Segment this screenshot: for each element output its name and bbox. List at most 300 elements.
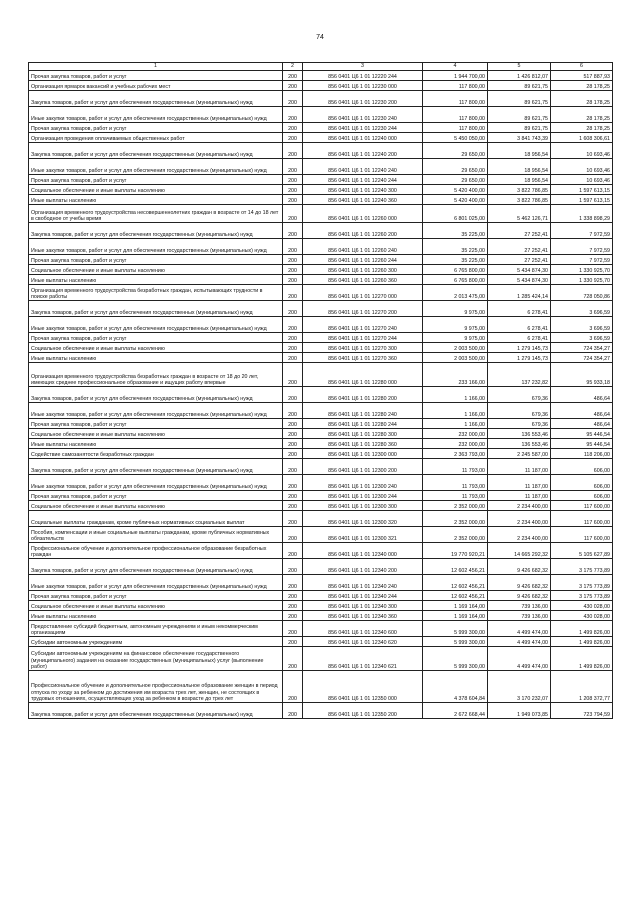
table-row	[29, 491, 613, 501]
column-header: 1	[29, 63, 283, 71]
row-approved-amount: 12 602 456,21	[423, 591, 488, 601]
row-name: Социальные выплаты гражданам, кроме публичных нормативных социальных выплат	[29, 511, 283, 527]
row-code-line: 200	[283, 387, 303, 403]
row-name: Закупка товаров, работ и услуг для обеспечения государственных (муниципальных) нужд	[29, 143, 283, 159]
row-name: Закупка товаров, работ и услуг для обеспечения государственных (муниципальных) нужд	[29, 301, 283, 317]
table-row	[29, 275, 613, 285]
row-budget-code: 856 0401 Ц6 1 01 12260 244	[303, 255, 423, 265]
table-row	[29, 575, 613, 591]
row-code-line: 200	[283, 363, 303, 387]
row-executed-amount: 89 621,75	[488, 81, 551, 91]
row-name: Иные закупки товаров, работ и услуг для обеспечения государственных (муниципальных) нужд	[29, 475, 283, 491]
row-executed-amount: 27 252,41	[488, 239, 551, 255]
row-executed-amount: 89 621,75	[488, 123, 551, 133]
row-name: Закупка товаров, работ и услуг для обеспечения государственных (муниципальных) нужд	[29, 459, 283, 475]
row-budget-code: 856 0401 Ц6 1 01 12240 000	[303, 133, 423, 143]
row-name: Организация временного трудоустройства безработных граждан в возрасте от 18 до 20 лет, имеющих среднее профессиональное образование и ищущих работу впервые	[29, 363, 283, 387]
row-code-line: 200	[283, 123, 303, 133]
row-executed-amount: 89 621,75	[488, 107, 551, 123]
row-code-line: 200	[283, 621, 303, 637]
row-executed-amount: 4 499 474,00	[488, 637, 551, 647]
row-unexecuted-amount: 3 696,59	[551, 333, 613, 343]
row-name: Содействие самозанятости безработных граждан	[29, 449, 283, 459]
row-executed-amount: 18 956,54	[488, 143, 551, 159]
row-budget-code: 856 0401 Ц6 1 01 12230 000	[303, 81, 423, 91]
row-unexecuted-amount: 117 600,00	[551, 501, 613, 511]
row-budget-code: 856 0401 Ц6 1 01 12280 360	[303, 439, 423, 449]
row-code-line: 200	[283, 223, 303, 239]
row-budget-code: 856 0401 Ц6 1 01 12240 244	[303, 175, 423, 185]
row-name: Предоставление субсидий бюджетным, автономным учреждениям и иным некоммерческим организациям	[29, 621, 283, 637]
row-budget-code: 856 0401 Ц6 1 01 12270 360	[303, 353, 423, 363]
table-body	[29, 71, 613, 719]
row-approved-amount: 233 166,00	[423, 363, 488, 387]
row-executed-amount: 11 187,00	[488, 459, 551, 475]
row-budget-code: 856 0401 Ц6 1 01 12280 244	[303, 419, 423, 429]
row-name: Иные выплаты населению	[29, 611, 283, 621]
row-executed-amount: 4 499 474,00	[488, 647, 551, 671]
row-executed-amount: 9 426 682,32	[488, 575, 551, 591]
column-header: 6	[551, 63, 613, 71]
table-row	[29, 611, 613, 621]
row-unexecuted-amount: 1 499 826,00	[551, 637, 613, 647]
row-approved-amount: 2 672 668,44	[423, 703, 488, 719]
table-row	[29, 559, 613, 575]
row-approved-amount: 1 169 164,00	[423, 601, 488, 611]
table-row	[29, 511, 613, 527]
row-budget-code: 856 0401 Ц6 1 01 12270 244	[303, 333, 423, 343]
row-approved-amount: 5 420 400,00	[423, 195, 488, 205]
row-code-line: 200	[283, 559, 303, 575]
row-executed-amount: 3 170 232,07	[488, 671, 551, 703]
row-approved-amount: 11 793,00	[423, 491, 488, 501]
row-executed-amount: 6 278,41	[488, 317, 551, 333]
row-code-line: 200	[283, 429, 303, 439]
row-unexecuted-amount: 1 499 826,00	[551, 647, 613, 671]
row-budget-code: 856 0401 Ц6 1 01 12270 300	[303, 343, 423, 353]
row-approved-amount: 12 602 456,21	[423, 559, 488, 575]
row-code-line: 200	[283, 439, 303, 449]
row-code-line: 200	[283, 353, 303, 363]
row-unexecuted-amount: 7 972,59	[551, 223, 613, 239]
row-approved-amount: 1 166,00	[423, 419, 488, 429]
row-budget-code: 856 0401 Ц6 1 01 12340 620	[303, 637, 423, 647]
row-approved-amount: 117 800,00	[423, 107, 488, 123]
table-row	[29, 439, 613, 449]
row-approved-amount: 2 003 500,00	[423, 343, 488, 353]
row-name: Иные закупки товаров, работ и услуг для обеспечения государственных (муниципальных) нужд	[29, 239, 283, 255]
row-approved-amount: 2 003 500,00	[423, 353, 488, 363]
row-name: Иные выплаты населению	[29, 353, 283, 363]
row-budget-code: 856 0401 Ц6 1 01 12280 300	[303, 429, 423, 439]
row-name: Социальное обеспечение и иные выплаты населению	[29, 343, 283, 353]
row-name: Прочая закупка товаров, работ и услуг	[29, 491, 283, 501]
table-row	[29, 195, 613, 205]
row-unexecuted-amount: 728 050,86	[551, 285, 613, 301]
row-code-line: 200	[283, 611, 303, 621]
table-row	[29, 543, 613, 559]
row-budget-code: 856 0401 Ц6 1 01 12350 200	[303, 703, 423, 719]
row-budget-code: 856 0401 Ц6 1 01 12300 200	[303, 459, 423, 475]
row-approved-amount: 9 975,00	[423, 333, 488, 343]
row-unexecuted-amount: 724 354,27	[551, 343, 613, 353]
row-unexecuted-amount: 3 696,59	[551, 301, 613, 317]
row-name: Организация проведения оплачиваемых общественных работ	[29, 133, 283, 143]
table-row	[29, 671, 613, 703]
row-name: Социальное обеспечение и иные выплаты населению	[29, 185, 283, 195]
row-unexecuted-amount: 10 693,46	[551, 143, 613, 159]
row-unexecuted-amount: 1 208 372,77	[551, 671, 613, 703]
row-name: Субсидии автономным учреждениям	[29, 637, 283, 647]
row-executed-amount: 14 665 292,32	[488, 543, 551, 559]
table-row	[29, 123, 613, 133]
row-executed-amount: 5 462 126,71	[488, 205, 551, 223]
row-budget-code: 856 0401 Ц6 1 01 12240 360	[303, 195, 423, 205]
header-row	[29, 63, 613, 71]
row-approved-amount: 29 650,00	[423, 143, 488, 159]
row-executed-amount: 27 252,41	[488, 223, 551, 239]
row-unexecuted-amount: 3 175 773,89	[551, 559, 613, 575]
row-code-line: 200	[283, 527, 303, 543]
row-executed-amount: 1 426 812,07	[488, 71, 551, 81]
row-unexecuted-amount: 1 499 826,00	[551, 621, 613, 637]
row-executed-amount: 1 279 145,73	[488, 353, 551, 363]
row-code-line: 200	[283, 317, 303, 333]
row-code-line: 200	[283, 491, 303, 501]
table-row	[29, 591, 613, 601]
row-name: Прочая закупка товаров, работ и услуг	[29, 123, 283, 133]
row-budget-code: 856 0401 Ц6 1 01 12260 000	[303, 205, 423, 223]
row-budget-code: 856 0401 Ц6 1 01 12340 300	[303, 601, 423, 611]
row-approved-amount: 117 800,00	[423, 81, 488, 91]
row-unexecuted-amount: 1 338 898,29	[551, 205, 613, 223]
row-code-line: 200	[283, 459, 303, 475]
table-row	[29, 429, 613, 439]
row-budget-code: 856 0401 Ц6 1 01 12280 240	[303, 403, 423, 419]
row-code-line: 200	[283, 591, 303, 601]
row-budget-code: 856 0401 Ц6 1 01 12340 200	[303, 559, 423, 575]
column-header: 5	[488, 63, 551, 71]
row-code-line: 200	[283, 81, 303, 91]
row-unexecuted-amount: 10 693,46	[551, 175, 613, 185]
row-unexecuted-amount: 486,64	[551, 403, 613, 419]
row-name: Закупка товаров, работ и услуг для обеспечения государственных (муниципальных) нужд	[29, 559, 283, 575]
row-code-line: 200	[283, 301, 303, 317]
row-budget-code: 856 0401 Ц6 1 01 12340 600	[303, 621, 423, 637]
row-code-line: 200	[283, 175, 303, 185]
row-unexecuted-amount: 3 175 773,89	[551, 575, 613, 591]
table-row	[29, 317, 613, 333]
row-approved-amount: 5 999 300,00	[423, 647, 488, 671]
table-row	[29, 363, 613, 387]
row-unexecuted-amount: 724 354,27	[551, 353, 613, 363]
page-number: 74	[316, 34, 324, 41]
row-budget-code: 856 0401 Ц6 1 01 12340 621	[303, 647, 423, 671]
row-code-line: 200	[283, 637, 303, 647]
row-budget-code: 856 0401 Ц6 1 01 12280 200	[303, 387, 423, 403]
row-budget-code: 856 0401 Ц6 1 01 12230 200	[303, 91, 423, 107]
row-code-line: 200	[283, 275, 303, 285]
row-approved-amount: 2 363 793,00	[423, 449, 488, 459]
row-unexecuted-amount: 1 608 306,61	[551, 133, 613, 143]
row-approved-amount: 2 352 000,00	[423, 511, 488, 527]
row-code-line: 200	[283, 449, 303, 459]
row-code-line: 200	[283, 71, 303, 81]
row-executed-amount: 679,36	[488, 387, 551, 403]
row-code-line: 200	[283, 185, 303, 195]
row-approved-amount: 1 166,00	[423, 403, 488, 419]
row-unexecuted-amount: 3 175 773,89	[551, 591, 613, 601]
row-budget-code: 856 0401 Ц6 1 01 12240 240	[303, 159, 423, 175]
row-unexecuted-amount: 28 178,25	[551, 91, 613, 107]
row-name: Прочая закупка товаров, работ и услуг	[29, 255, 283, 265]
table-row	[29, 91, 613, 107]
row-approved-amount: 5 999 300,00	[423, 637, 488, 647]
row-code-line: 200	[283, 343, 303, 353]
row-unexecuted-amount: 95 446,54	[551, 429, 613, 439]
row-executed-amount: 679,36	[488, 403, 551, 419]
row-unexecuted-amount: 1 597 613,15	[551, 195, 613, 205]
row-executed-amount: 3 841 743,39	[488, 133, 551, 143]
row-code-line: 200	[283, 91, 303, 107]
table-row	[29, 475, 613, 491]
row-code-line: 200	[283, 133, 303, 143]
row-approved-amount: 29 650,00	[423, 159, 488, 175]
row-budget-code: 856 0401 Ц6 1 01 12280 000	[303, 363, 423, 387]
table-row	[29, 621, 613, 637]
row-name: Закупка товаров, работ и услуг для обеспечения государственных (муниципальных) нужд	[29, 703, 283, 719]
row-executed-amount: 2 234 400,00	[488, 527, 551, 543]
table-row	[29, 223, 613, 239]
table-row	[29, 333, 613, 343]
row-executed-amount: 9 426 682,32	[488, 559, 551, 575]
row-budget-code: 856 0401 Ц6 1 01 12230 244	[303, 123, 423, 133]
row-budget-code: 856 0401 Ц6 1 01 12260 240	[303, 239, 423, 255]
row-approved-amount: 117 800,00	[423, 91, 488, 107]
row-budget-code: 856 0401 Ц6 1 01 12220 244	[303, 71, 423, 81]
row-code-line: 200	[283, 419, 303, 429]
row-budget-code: 856 0401 Ц6 1 01 12270 240	[303, 317, 423, 333]
row-code-line: 200	[283, 143, 303, 159]
row-unexecuted-amount: 10 693,46	[551, 159, 613, 175]
row-executed-amount: 5 434 874,30	[488, 265, 551, 275]
row-name: Прочая закупка товаров, работ и услуг	[29, 591, 283, 601]
row-budget-code: 856 0401 Ц6 1 01 12300 320	[303, 511, 423, 527]
row-code-line: 200	[283, 205, 303, 223]
table-row	[29, 107, 613, 123]
row-budget-code: 856 0401 Ц6 1 01 12340 240	[303, 575, 423, 591]
row-approved-amount: 1 169 164,00	[423, 611, 488, 621]
table-row	[29, 403, 613, 419]
row-code-line: 200	[283, 671, 303, 703]
table-row	[29, 449, 613, 459]
row-approved-amount: 2 013 475,00	[423, 285, 488, 301]
row-unexecuted-amount: 7 972,59	[551, 239, 613, 255]
table-row	[29, 527, 613, 543]
table-row	[29, 285, 613, 301]
row-unexecuted-amount: 118 206,00	[551, 449, 613, 459]
table-row	[29, 301, 613, 317]
row-budget-code: 856 0401 Ц6 1 01 12240 300	[303, 185, 423, 195]
row-budget-code: 856 0401 Ц6 1 01 12350 000	[303, 671, 423, 703]
row-executed-amount: 18 956,54	[488, 175, 551, 185]
row-executed-amount: 739 136,00	[488, 611, 551, 621]
row-code-line: 200	[283, 159, 303, 175]
row-approved-amount: 12 602 456,21	[423, 575, 488, 591]
row-executed-amount: 6 278,41	[488, 333, 551, 343]
table-row	[29, 501, 613, 511]
row-approved-amount: 19 770 920,21	[423, 543, 488, 559]
row-code-line: 200	[283, 475, 303, 491]
row-approved-amount: 232 000,00	[423, 429, 488, 439]
row-code-line: 200	[283, 403, 303, 419]
row-executed-amount: 2 234 400,00	[488, 501, 551, 511]
row-budget-code: 856 0401 Ц6 1 01 12260 200	[303, 223, 423, 239]
row-approved-amount: 9 975,00	[423, 301, 488, 317]
row-name: Социальное обеспечение и иные выплаты населению	[29, 601, 283, 611]
table-row	[29, 71, 613, 81]
row-executed-amount: 1 949 073,85	[488, 703, 551, 719]
row-executed-amount: 137 232,82	[488, 363, 551, 387]
row-unexecuted-amount: 606,00	[551, 491, 613, 501]
row-budget-code: 856 0401 Ц6 1 01 12270 200	[303, 301, 423, 317]
row-executed-amount: 4 499 474,00	[488, 621, 551, 637]
row-budget-code: 856 0401 Ц6 1 01 12300 300	[303, 501, 423, 511]
row-unexecuted-amount: 117 600,00	[551, 511, 613, 527]
row-budget-code: 856 0401 Ц6 1 01 12270 000	[303, 285, 423, 301]
row-approved-amount: 5 999 300,00	[423, 621, 488, 637]
row-budget-code: 856 0401 Ц6 1 01 12260 360	[303, 275, 423, 285]
row-code-line: 200	[283, 575, 303, 591]
row-unexecuted-amount: 1 330 925,70	[551, 275, 613, 285]
row-unexecuted-amount: 95 446,54	[551, 439, 613, 449]
row-name: Прочая закупка товаров, работ и услуг	[29, 175, 283, 185]
table-row	[29, 239, 613, 255]
row-code-line: 200	[283, 501, 303, 511]
column-header: 2	[283, 63, 303, 71]
row-executed-amount: 3 822 786,85	[488, 185, 551, 195]
row-approved-amount: 232 000,00	[423, 439, 488, 449]
row-approved-amount: 9 975,00	[423, 317, 488, 333]
table-row	[29, 387, 613, 403]
row-unexecuted-amount: 430 028,00	[551, 611, 613, 621]
row-budget-code: 856 0401 Ц6 1 01 12240 200	[303, 143, 423, 159]
table-row	[29, 703, 613, 719]
row-code-line: 200	[283, 265, 303, 275]
row-name: Социальное обеспечение и иные выплаты населению	[29, 429, 283, 439]
row-name: Иные закупки товаров, работ и услуг для обеспечения государственных (муниципальных) нужд	[29, 403, 283, 419]
row-budget-code: 856 0401 Ц6 1 01 12300 244	[303, 491, 423, 501]
row-approved-amount: 2 352 000,00	[423, 501, 488, 511]
row-unexecuted-amount: 1 597 613,15	[551, 185, 613, 195]
row-code-line: 200	[283, 285, 303, 301]
row-approved-amount: 6 765 800,00	[423, 275, 488, 285]
row-name: Прочая закупка товаров, работ и услуг	[29, 333, 283, 343]
row-budget-code: 856 0401 Ц6 1 01 12340 000	[303, 543, 423, 559]
row-code-line: 200	[283, 703, 303, 719]
table-row	[29, 159, 613, 175]
row-code-line: 200	[283, 511, 303, 527]
table-row	[29, 175, 613, 185]
row-budget-code: 856 0401 Ц6 1 01 12300 240	[303, 475, 423, 491]
row-executed-amount: 136 553,46	[488, 429, 551, 439]
row-code-line: 200	[283, 255, 303, 265]
column-header: 3	[303, 63, 423, 71]
row-approved-amount: 1 166,00	[423, 387, 488, 403]
row-budget-code: 856 0401 Ц6 1 01 12230 240	[303, 107, 423, 123]
row-executed-amount: 1 279 145,73	[488, 343, 551, 353]
row-approved-amount: 5 450 050,00	[423, 133, 488, 143]
row-executed-amount: 679,36	[488, 419, 551, 429]
column-header: 4	[423, 63, 488, 71]
row-unexecuted-amount: 606,00	[551, 459, 613, 475]
row-name: Иные закупки товаров, работ и услуг для обеспечения государственных (муниципальных) нужд	[29, 575, 283, 591]
row-code-line: 200	[283, 333, 303, 343]
row-executed-amount: 11 187,00	[488, 475, 551, 491]
row-name: Пособия, компенсации и иные социальные выплаты гражданам, кроме публичных нормативных обязательств	[29, 527, 283, 543]
row-name: Иные выплаты населению	[29, 195, 283, 205]
row-name: Закупка товаров, работ и услуг для обеспечения государственных (муниципальных) нужд	[29, 223, 283, 239]
row-executed-amount: 2 245 587,00	[488, 449, 551, 459]
row-name: Профессиональное обучение и дополнительное профессиональное образование безработных граждан	[29, 543, 283, 559]
table-row	[29, 133, 613, 143]
row-executed-amount: 6 278,41	[488, 301, 551, 317]
row-name: Социальное обеспечение и иные выплаты населению	[29, 265, 283, 275]
table-row	[29, 601, 613, 611]
row-executed-amount: 739 136,00	[488, 601, 551, 611]
row-executed-amount: 2 234 400,00	[488, 511, 551, 527]
row-approved-amount: 11 793,00	[423, 475, 488, 491]
row-approved-amount: 6 765 800,00	[423, 265, 488, 275]
row-unexecuted-amount: 95 933,18	[551, 363, 613, 387]
row-name: Иные закупки товаров, работ и услуг для обеспечения государственных (муниципальных) нужд	[29, 159, 283, 175]
row-approved-amount: 29 650,00	[423, 175, 488, 185]
row-unexecuted-amount: 28 178,25	[551, 123, 613, 133]
row-name: Социальное обеспечение и иные выплаты населению	[29, 501, 283, 511]
row-name: Иные закупки товаров, работ и услуг для обеспечения государственных (муниципальных) нужд	[29, 107, 283, 123]
table-row	[29, 459, 613, 475]
table-row	[29, 343, 613, 353]
row-approved-amount: 35 225,00	[423, 239, 488, 255]
row-code-line: 200	[283, 543, 303, 559]
row-name: Закупка товаров, работ и услуг для обеспечения государственных (муниципальных) нужд	[29, 387, 283, 403]
table-row	[29, 81, 613, 91]
row-executed-amount: 27 252,41	[488, 255, 551, 265]
row-name: Иные выплаты населению	[29, 439, 283, 449]
table-row	[29, 647, 613, 671]
row-executed-amount: 18 956,54	[488, 159, 551, 175]
row-budget-code: 856 0401 Ц6 1 01 12340 244	[303, 591, 423, 601]
row-name: Прочая закупка товаров, работ и услуг	[29, 71, 283, 81]
row-name: Иные выплаты населению	[29, 275, 283, 285]
row-code-line: 200	[283, 647, 303, 671]
row-unexecuted-amount: 430 028,00	[551, 601, 613, 611]
row-unexecuted-amount: 28 178,25	[551, 107, 613, 123]
row-unexecuted-amount: 606,00	[551, 475, 613, 491]
row-unexecuted-amount: 117 600,00	[551, 527, 613, 543]
row-name: Субсидии автономным учреждениям на финансовое обеспечение государственного (муниципального) задания на оказание государственных (муниципальных) услуг (выполнение работ)	[29, 647, 283, 671]
row-approved-amount: 4 378 604,84	[423, 671, 488, 703]
row-name: Организация временного трудоустройства несовершеннолетних граждан в возрасте от 14 до 18 лет в свободное от учебы время	[29, 205, 283, 223]
row-approved-amount: 117 800,00	[423, 123, 488, 133]
row-name: Организация временного трудоустройства безработных граждан, испытывающих трудности в поиске работы	[29, 285, 283, 301]
row-approved-amount: 11 793,00	[423, 459, 488, 475]
table-row	[29, 255, 613, 265]
row-budget-code: 856 0401 Ц6 1 01 12300 321	[303, 527, 423, 543]
row-name: Профессиональное обучение и дополнительное профессиональное образование женщин в период отпуска по уходу за ребенком до достижения им возраста трех лет, женщин, не состоящих в трудовых отношениях, осуществляющих уход за ребенком в возрасте до трех лет	[29, 671, 283, 703]
row-name: Закупка товаров, работ и услуг для обеспечения государственных (муниципальных) нужд	[29, 91, 283, 107]
row-unexecuted-amount: 1 330 925,70	[551, 265, 613, 275]
